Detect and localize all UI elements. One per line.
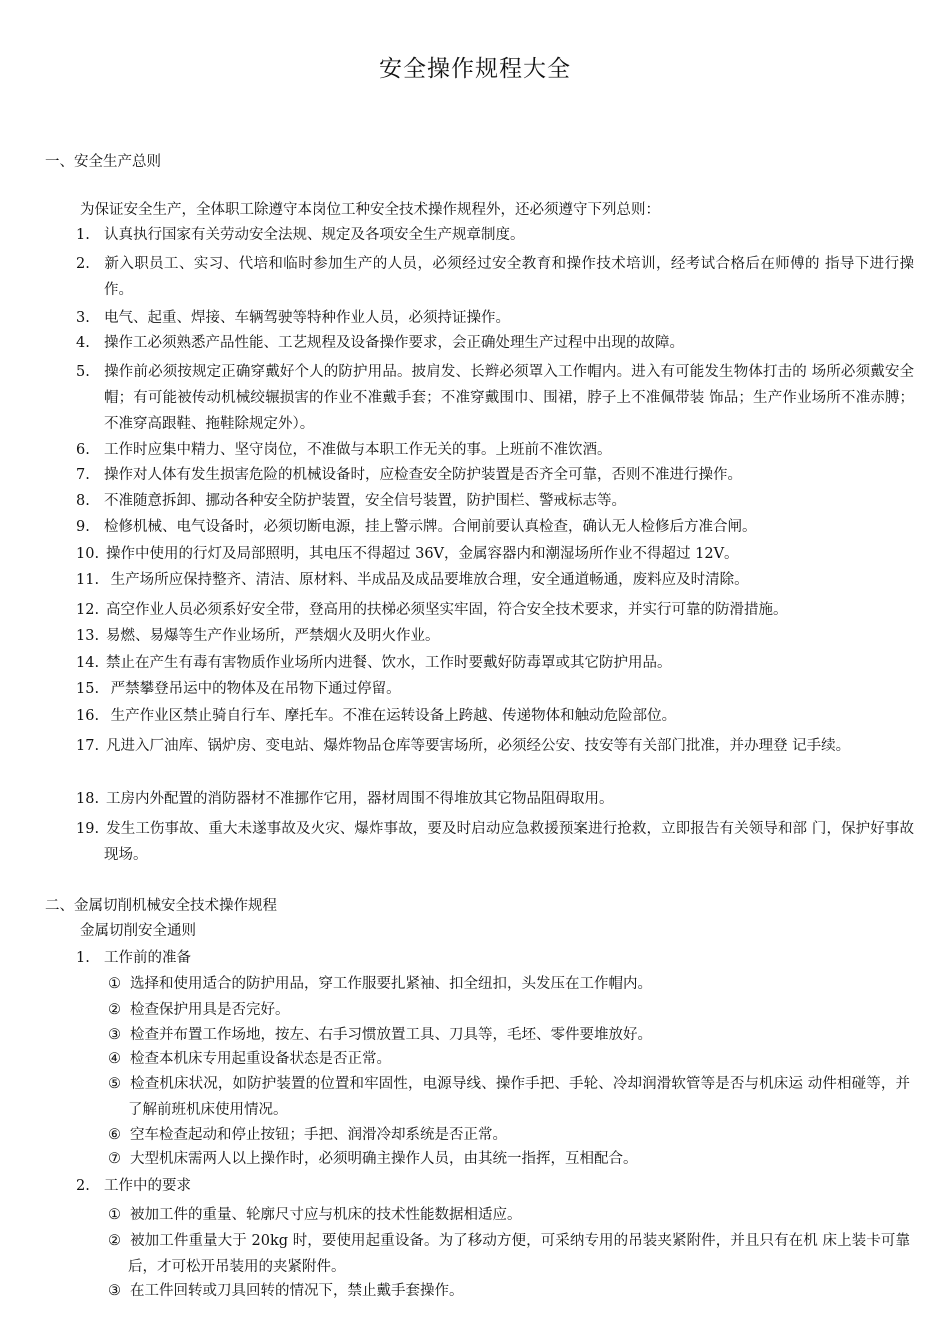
item-text: 工作时应集中精力、坚守岗位，不准做与本职工作无关的事。上班前不准饮酒。 [104, 442, 612, 458]
item-text: 操作对人体有发生损害危险的机械设备时，应检查安全防护装置是否齐全可靠，否则不准进行操作。 [104, 467, 742, 483]
list-item [76, 222, 914, 248]
section-heading-metal-cutting: 二、金属切削机械安全技术操作规程 [45, 898, 277, 914]
sub-list-item [108, 1278, 910, 1304]
item-marker: ② [108, 1002, 121, 1018]
item-text: 严禁攀登吊运中的物体及在吊物下通过停留。 [106, 681, 401, 697]
sub-list-item [108, 1046, 910, 1072]
item-text: 凡进入厂油库、锅炉房、变电站、爆炸物品仓库等要害场所，必须经公安、技安等有关部门批准，并办理登 记手续。 [106, 738, 851, 754]
item-number: 3. [76, 310, 90, 326]
item-text: 认真执行国家有关劳动安全法规、规定及各项安全生产规章制度。 [104, 227, 525, 243]
item-text: 被加工件重量大于 20kg 时，要使用起重设备。为了移动方便，可采纳专用的吊装夹紧附件，并且只有在机 床上装卡可靠后，才可松开吊装用的夹紧附件。 [128, 1233, 910, 1275]
list-item [76, 650, 914, 676]
list-item [76, 786, 914, 812]
item-text: 新入职员工、实习、代培和临时参加生产的人员，必须经过安全教育和操作技术培训，经考试合格后在师傅的 指导下进行操作。 [104, 256, 914, 298]
item-number: 9. [76, 519, 90, 535]
sub-list-item [108, 971, 910, 997]
subsection-heading: 金属切削安全通则 [80, 923, 196, 939]
section-intro: 为保证安全生产，全体职工除遵守本岗位工种安全技术操作规程外，还必须遵守下列总则： [80, 202, 660, 218]
item-marker: ② [108, 1233, 121, 1249]
item-number: 16. [76, 708, 100, 724]
item-marker: ④ [108, 1051, 121, 1067]
step-title: 工作前的准备 [104, 950, 191, 966]
item-number: 15. [76, 681, 100, 697]
item-number: 10. [76, 546, 100, 562]
item-text: 在工件回转或刀具回转的情况下，禁止戴手套操作。 [130, 1283, 464, 1299]
item-text: 易燃、易爆等生产作业场所，严禁烟火及明火作业。 [106, 628, 440, 644]
step-number: 1. [76, 950, 90, 966]
item-text: 检查保护用具是否完好。 [130, 1002, 290, 1018]
list-item [76, 251, 914, 303]
list-item [76, 567, 914, 593]
item-marker: ⑥ [108, 1127, 121, 1143]
item-text: 生产场所应保持整齐、清洁、原材料、半成品及成品要堆放合理，安全通道畅通，废料应及时清除。 [106, 572, 749, 588]
page-title: 安全操作规程大全 [379, 56, 571, 82]
item-number: 5. [76, 364, 90, 380]
item-text: 空车检查起动和停止按钮；手把、润滑冷却系统是否正常。 [130, 1127, 507, 1143]
item-marker: ① [108, 1207, 121, 1223]
item-text: 禁止在产生有毒有害物质作业场所内进餐、饮水，工作时要戴好防毒罩或其它防护用品。 [106, 655, 672, 671]
item-text: 检查本机床专用起重设备状态是否正常。 [130, 1051, 391, 1067]
item-number: 17. [76, 738, 100, 754]
item-text: 检查机床状况，如防护装置的位置和牢固性，电源导线、操作手把、手轮、冷却润滑软管等是否与机床运 动件相碰等，并了解前班机床使用情况。 [128, 1076, 910, 1118]
item-number: 13. [76, 628, 100, 644]
list-item [76, 514, 914, 540]
item-text: 操作工必须熟悉产品性能、工艺规程及设备操作要求，会正确处理生产过程中出现的故障。 [104, 335, 684, 351]
item-text: 选择和使用适合的防护用品，穿工作服要扎紧袖、扣全纽扣，头发压在工作帽内。 [130, 976, 652, 992]
item-number: 8. [76, 493, 90, 509]
item-number: 4. [76, 335, 90, 351]
item-text: 操作前必须按规定正确穿戴好个人的防护用品。披肩发、长辫必须罩入工作帽内。进入有可能发生物体打击的 场所必须戴安全帽；有可能被传动机械绞辗损害的作业不准戴手套；不准穿戴围巾、围裙，脖子上不准佩带装 饰品；生产作业场所不准赤膊；不准穿高跟鞋、拖鞋除规定外）。 [104, 364, 914, 432]
item-number: 1. [76, 227, 90, 243]
item-number: 6. [76, 442, 90, 458]
item-marker: ⑤ [108, 1076, 121, 1092]
item-marker: ③ [108, 1027, 121, 1043]
item-text: 操作中使用的行灯及局部照明，其电压不得超过 36V，金属容器内和潮湿场所作业不得超过 12V。 [106, 546, 739, 562]
item-text: 发生工伤事故、重大未遂事故及火灾、爆炸事故，要及时启动应急救援预案进行抢救，立即报告有关领导和部 门，保护好事故现场。 [104, 821, 914, 863]
item-number: 19. [76, 821, 100, 837]
list-item [76, 816, 914, 868]
list-item [76, 676, 914, 702]
sub-list-item [108, 1146, 910, 1172]
item-number: 12. [76, 602, 100, 618]
list-item [76, 437, 914, 463]
item-text: 检修机械、电气设备时，必须切断电源，挂上警示牌。合闸前要认真检查，确认无人检修后方准合闸。 [104, 519, 757, 535]
item-text: 大型机床需两人以上操作时，必须明确主操作人员，由其统一指挥，互相配合。 [130, 1151, 638, 1167]
sub-list-item [108, 1122, 910, 1148]
section-heading-general: 一、安全生产总则 [45, 154, 161, 170]
item-text: 检查并布置工作场地，按左、右手习惯放置工具、刀具等，毛坯、零件要堆放好。 [130, 1027, 652, 1043]
sub-list-item [108, 1022, 910, 1048]
item-marker: ① [108, 976, 121, 992]
item-text: 不准随意拆卸、挪动各种安全防护装置，安全信号装置，防护围栏、警戒标志等。 [104, 493, 626, 509]
item-text: 电气、起重、焊接、车辆驾驶等特种作业人员，必须持证操作。 [104, 310, 510, 326]
sub-list-item [108, 1202, 910, 1228]
item-number: 11. [76, 572, 100, 588]
item-text: 被加工件的重量、轮廓尺寸应与机床的技术性能数据相适应。 [130, 1207, 522, 1223]
list-item [76, 462, 914, 488]
step-number: 2. [76, 1178, 90, 1194]
item-text: 生产作业区禁止骑自行车、摩托车。不准在运转设备上跨越、传递物体和触动危险部位。 [106, 708, 677, 724]
list-item [76, 330, 914, 356]
step-heading [76, 946, 191, 967]
list-item [76, 359, 914, 437]
list-item [76, 597, 914, 623]
item-number: 14. [76, 655, 100, 671]
item-text: 高空作业人员必须系好安全带，登高用的扶梯必须坚实牢固，符合安全技术要求，并实行可靠的防滑措施。 [106, 602, 788, 618]
item-number: 2. [76, 256, 90, 272]
list-item [76, 703, 914, 729]
item-text: 工房内外配置的消防器材不准挪作它用，器材周围不得堆放其它物品阻碍取用。 [106, 791, 614, 807]
sub-list-item [108, 997, 910, 1023]
step-heading [76, 1174, 191, 1195]
item-number: 18. [76, 791, 100, 807]
item-number: 7. [76, 467, 90, 483]
item-marker: ③ [108, 1283, 121, 1299]
step-title: 工作中的要求 [104, 1178, 191, 1194]
sub-list-item [108, 1228, 910, 1280]
list-item [76, 305, 914, 331]
item-marker: ⑦ [108, 1151, 121, 1167]
list-item [76, 733, 914, 759]
list-item [76, 623, 914, 649]
list-item [76, 541, 914, 567]
sub-list-item [108, 1071, 910, 1123]
list-item [76, 488, 914, 514]
